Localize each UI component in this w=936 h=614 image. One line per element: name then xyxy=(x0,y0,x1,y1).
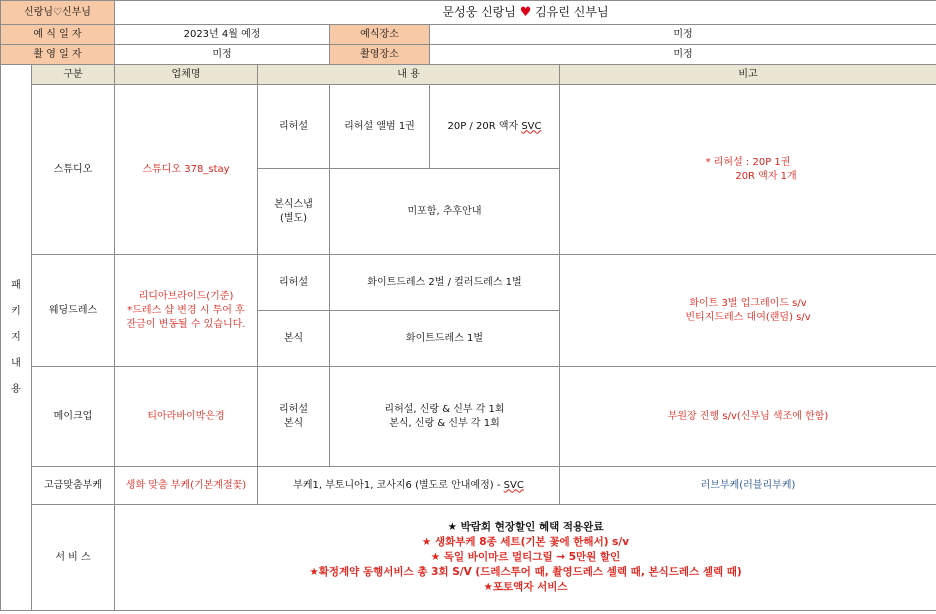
shoot-venue-label: 촬영장소 xyxy=(330,45,430,65)
service-item: ★ 박람회 현장할인 혜택 적용완료 xyxy=(447,521,604,533)
column-header-note: 비고 xyxy=(560,65,936,85)
dress-vendor-line: 리디아브라이드(기준) xyxy=(138,290,234,302)
side-char: 지 xyxy=(11,331,21,343)
studio-rehearsal-label: 리허설 xyxy=(258,85,330,169)
dress-vendor-line: *드레스 샵 변경 시 투어 후 xyxy=(127,304,245,316)
shoot-venue-value: 미정 xyxy=(430,45,936,65)
studio-vendor: 스튜디오 378_stay xyxy=(115,85,258,255)
shoot-date-value: 미정 xyxy=(115,45,330,65)
side-char: 내 xyxy=(11,357,21,369)
studio-category: 스튜디오 xyxy=(32,85,115,255)
studio-note-line: 20R 액자 1개 xyxy=(735,170,797,182)
dress-rehearsal-value: 화이트드레스 2벌 / 컬러드레스 1벌 xyxy=(330,255,560,311)
studio-note-line: * 리허설 : 20P 1권 xyxy=(705,156,791,168)
service-item: ★ 독일 바이마르 멀티그릴 → 5만원 할인 xyxy=(430,551,621,563)
makeup-value-line: 리허설, 신랑 & 신부 각 1회 xyxy=(384,403,505,415)
dress-category: 웨딩드레스 xyxy=(32,255,115,367)
wedding-venue-value: 미정 xyxy=(430,25,936,45)
wedding-date-label: 예 식 일 자 xyxy=(1,25,115,45)
makeup-label-line: 본식 xyxy=(283,417,304,429)
studio-rehearsal-frame: 20P / 20R 액자 SVC xyxy=(430,85,560,169)
wedding-date-value: 2023년 4월 예정 xyxy=(115,25,330,45)
makeup-vendor: 티아라바이박은경 xyxy=(115,367,258,467)
studio-main-snap-value: 미포함, 추후안내 xyxy=(330,169,560,255)
studio-note xyxy=(560,85,936,255)
service-item: ★확정계약 동행서비스 총 3회 S/V (드레스투어 때, 촬영드레스 셀렉 때, 본식드레스 셀렉 때) xyxy=(309,566,742,578)
party-label: 신랑님♡신부님 xyxy=(1,1,115,25)
dress-main-value: 화이트드레스 1벌 xyxy=(330,311,560,367)
dress-note-line: 빈티지드레스 대여(랜덤) s/v xyxy=(685,311,811,323)
column-header-vendor: 업체명 xyxy=(115,65,258,85)
service-category: 서 비 스 xyxy=(32,505,115,611)
bouquet-note: 러브부케(러블리부케) xyxy=(560,467,936,505)
heart-icon: ♥ xyxy=(519,5,532,20)
makeup-category: 메이크업 xyxy=(32,367,115,467)
service-item: ★포토액자 서비스 xyxy=(483,581,568,593)
side-char: 키 xyxy=(11,305,21,317)
wedding-venue-label: 예식장소 xyxy=(330,25,430,45)
studio-main-snap-label: 본식스냅 (별도) xyxy=(258,169,330,255)
makeup-note: 부원장 진행 s/v(신부님 색조에 한함) xyxy=(560,367,936,467)
studio-rehearsal-album: 리허설 앨범 1권 xyxy=(330,85,430,169)
makeup-label-line: 리허설 xyxy=(279,403,308,415)
dress-rehearsal-label: 리허설 xyxy=(258,255,330,311)
dress-vendor xyxy=(115,255,258,367)
dress-note-line: 화이트 3벌 업그레이드 s/v xyxy=(689,297,807,309)
package-side-label xyxy=(1,65,32,611)
dress-note xyxy=(560,255,936,367)
column-header-category: 구분 xyxy=(32,65,115,85)
service-item: ★ 생화부케 8종 세트(기본 꽃에 한해서) s/v xyxy=(421,536,630,548)
column-header-content: 내 용 xyxy=(258,65,560,85)
groom-name: 문성웅 신랑님 xyxy=(442,5,516,19)
bouquet-value: 부케1, 부토니아1, 코사지6 (별도로 안내예정) - SVC xyxy=(258,467,560,505)
side-char: 용 xyxy=(11,383,21,395)
service-list xyxy=(115,505,936,611)
bouquet-category: 고급맞춤부케 xyxy=(32,467,115,505)
bouquet-vendor: 생화 맞춤 부케(기본계절꽃) xyxy=(115,467,258,505)
shoot-date-label: 촬 영 일 자 xyxy=(1,45,115,65)
couple-title xyxy=(115,1,936,25)
bride-name: 김유린 신부님 xyxy=(535,5,609,19)
makeup-value xyxy=(330,367,560,467)
dress-main-label: 본식 xyxy=(258,311,330,367)
dress-vendor-line: 잔금이 변동될 수 있습니다. xyxy=(126,318,246,330)
makeup-value-line: 본식, 신랑 & 신부 각 1회 xyxy=(389,417,500,429)
side-char: 패 xyxy=(11,279,21,291)
makeup-label xyxy=(258,367,330,467)
